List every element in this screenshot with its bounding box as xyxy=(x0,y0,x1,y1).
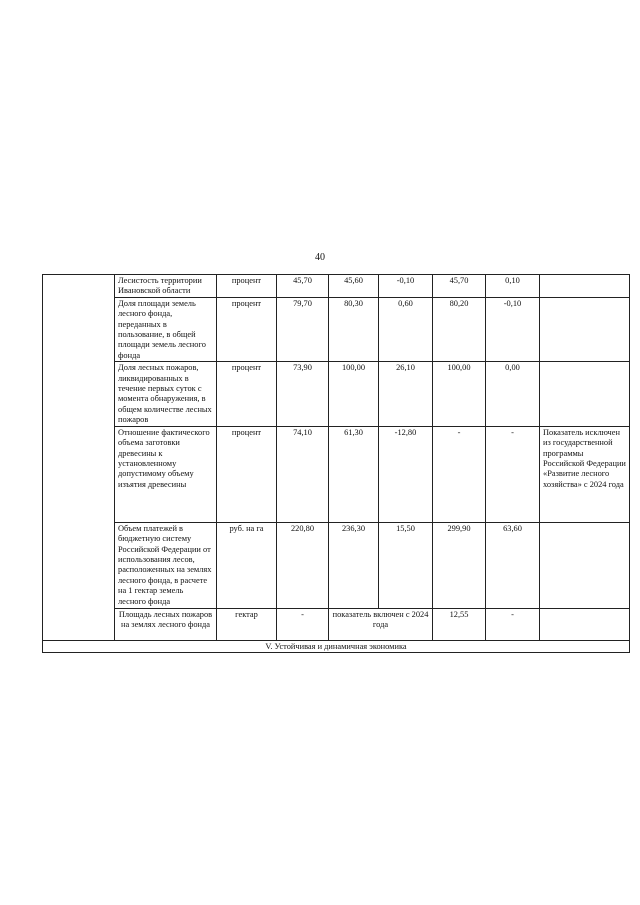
index-cell xyxy=(43,275,115,641)
value-cell: - xyxy=(486,426,540,522)
value-cell: 74,10 xyxy=(277,426,329,522)
note-cell xyxy=(540,522,630,608)
table-row xyxy=(43,426,630,522)
table-row xyxy=(43,297,630,361)
value-cell: 100,00 xyxy=(433,362,486,426)
value-cell: 45,70 xyxy=(433,275,486,298)
table-row xyxy=(43,522,630,608)
value-cell: - xyxy=(486,608,540,640)
value-cell: 0,60 xyxy=(379,297,433,361)
unit-cell: процент xyxy=(217,275,277,298)
section-heading: V. Устойчивая и динамичная экономика xyxy=(43,640,630,652)
note-cell: Показатель исключен из государственной программы Российской Федерации «Развитие лесного хозяйства» с 2024 года xyxy=(540,426,630,522)
note-cell xyxy=(540,275,630,298)
table-row xyxy=(43,275,630,298)
table-row xyxy=(43,608,630,640)
value-cell: 61,30 xyxy=(329,426,379,522)
note-cell xyxy=(540,362,630,426)
value-cell: -0,10 xyxy=(486,297,540,361)
value-cell: 220,80 xyxy=(277,522,329,608)
unit-cell: гектар xyxy=(217,608,277,640)
page-number: 40 xyxy=(315,252,325,263)
value-cell: 63,60 xyxy=(486,522,540,608)
value-cell: 0,00 xyxy=(486,362,540,426)
value-cell: 80,30 xyxy=(329,297,379,361)
value-cell: 73,90 xyxy=(277,362,329,426)
value-cell: - xyxy=(277,608,329,640)
value-cell: -0,10 xyxy=(379,275,433,298)
indicators-table xyxy=(42,274,630,653)
value-cell: 45,70 xyxy=(277,275,329,298)
unit-cell: процент xyxy=(217,362,277,426)
value-cell: 45,60 xyxy=(329,275,379,298)
indicator-name: Доля площади земель лесного фонда, переданных в пользование, в общей площади земель лесного фонда xyxy=(115,297,217,361)
value-cell: 15,50 xyxy=(379,522,433,608)
value-cell: 236,30 xyxy=(329,522,379,608)
note-cell xyxy=(540,608,630,640)
value-cell: 299,90 xyxy=(433,522,486,608)
value-cell: 79,70 xyxy=(277,297,329,361)
value-cell: 80,20 xyxy=(433,297,486,361)
table-row xyxy=(43,362,630,426)
unit-cell: процент xyxy=(217,426,277,522)
note-cell xyxy=(540,297,630,361)
value-cell: -12,80 xyxy=(379,426,433,522)
indicator-name: Объем платежей в бюджетную систему Российской Федерации от использования лесов, расположенных на землях лесного фонда, в расчете на 1 гектар земель лесного фонда xyxy=(115,522,217,608)
unit-cell: процент xyxy=(217,297,277,361)
value-cell: 0,10 xyxy=(486,275,540,298)
section-row xyxy=(43,640,630,652)
merged-note-cell: показатель включен с 2024 года xyxy=(329,608,433,640)
value-cell: - xyxy=(433,426,486,522)
value-cell: 26,10 xyxy=(379,362,433,426)
value-cell: 100,00 xyxy=(329,362,379,426)
value-cell: 12,55 xyxy=(433,608,486,640)
indicator-name: Площадь лесных пожаров на землях лесного фонда xyxy=(115,608,217,640)
unit-cell: руб. на га xyxy=(217,522,277,608)
indicator-name: Отношение фактического объема заготовки древесины к установленному допустимому объему изъятия древесины xyxy=(115,426,217,522)
indicator-name: Лесистость территории Ивановской области xyxy=(115,275,217,298)
indicator-name: Доля лесных пожаров, ликвидированных в течение первых суток с момента обнаружения, в общем количестве лесных пожаров xyxy=(115,362,217,426)
